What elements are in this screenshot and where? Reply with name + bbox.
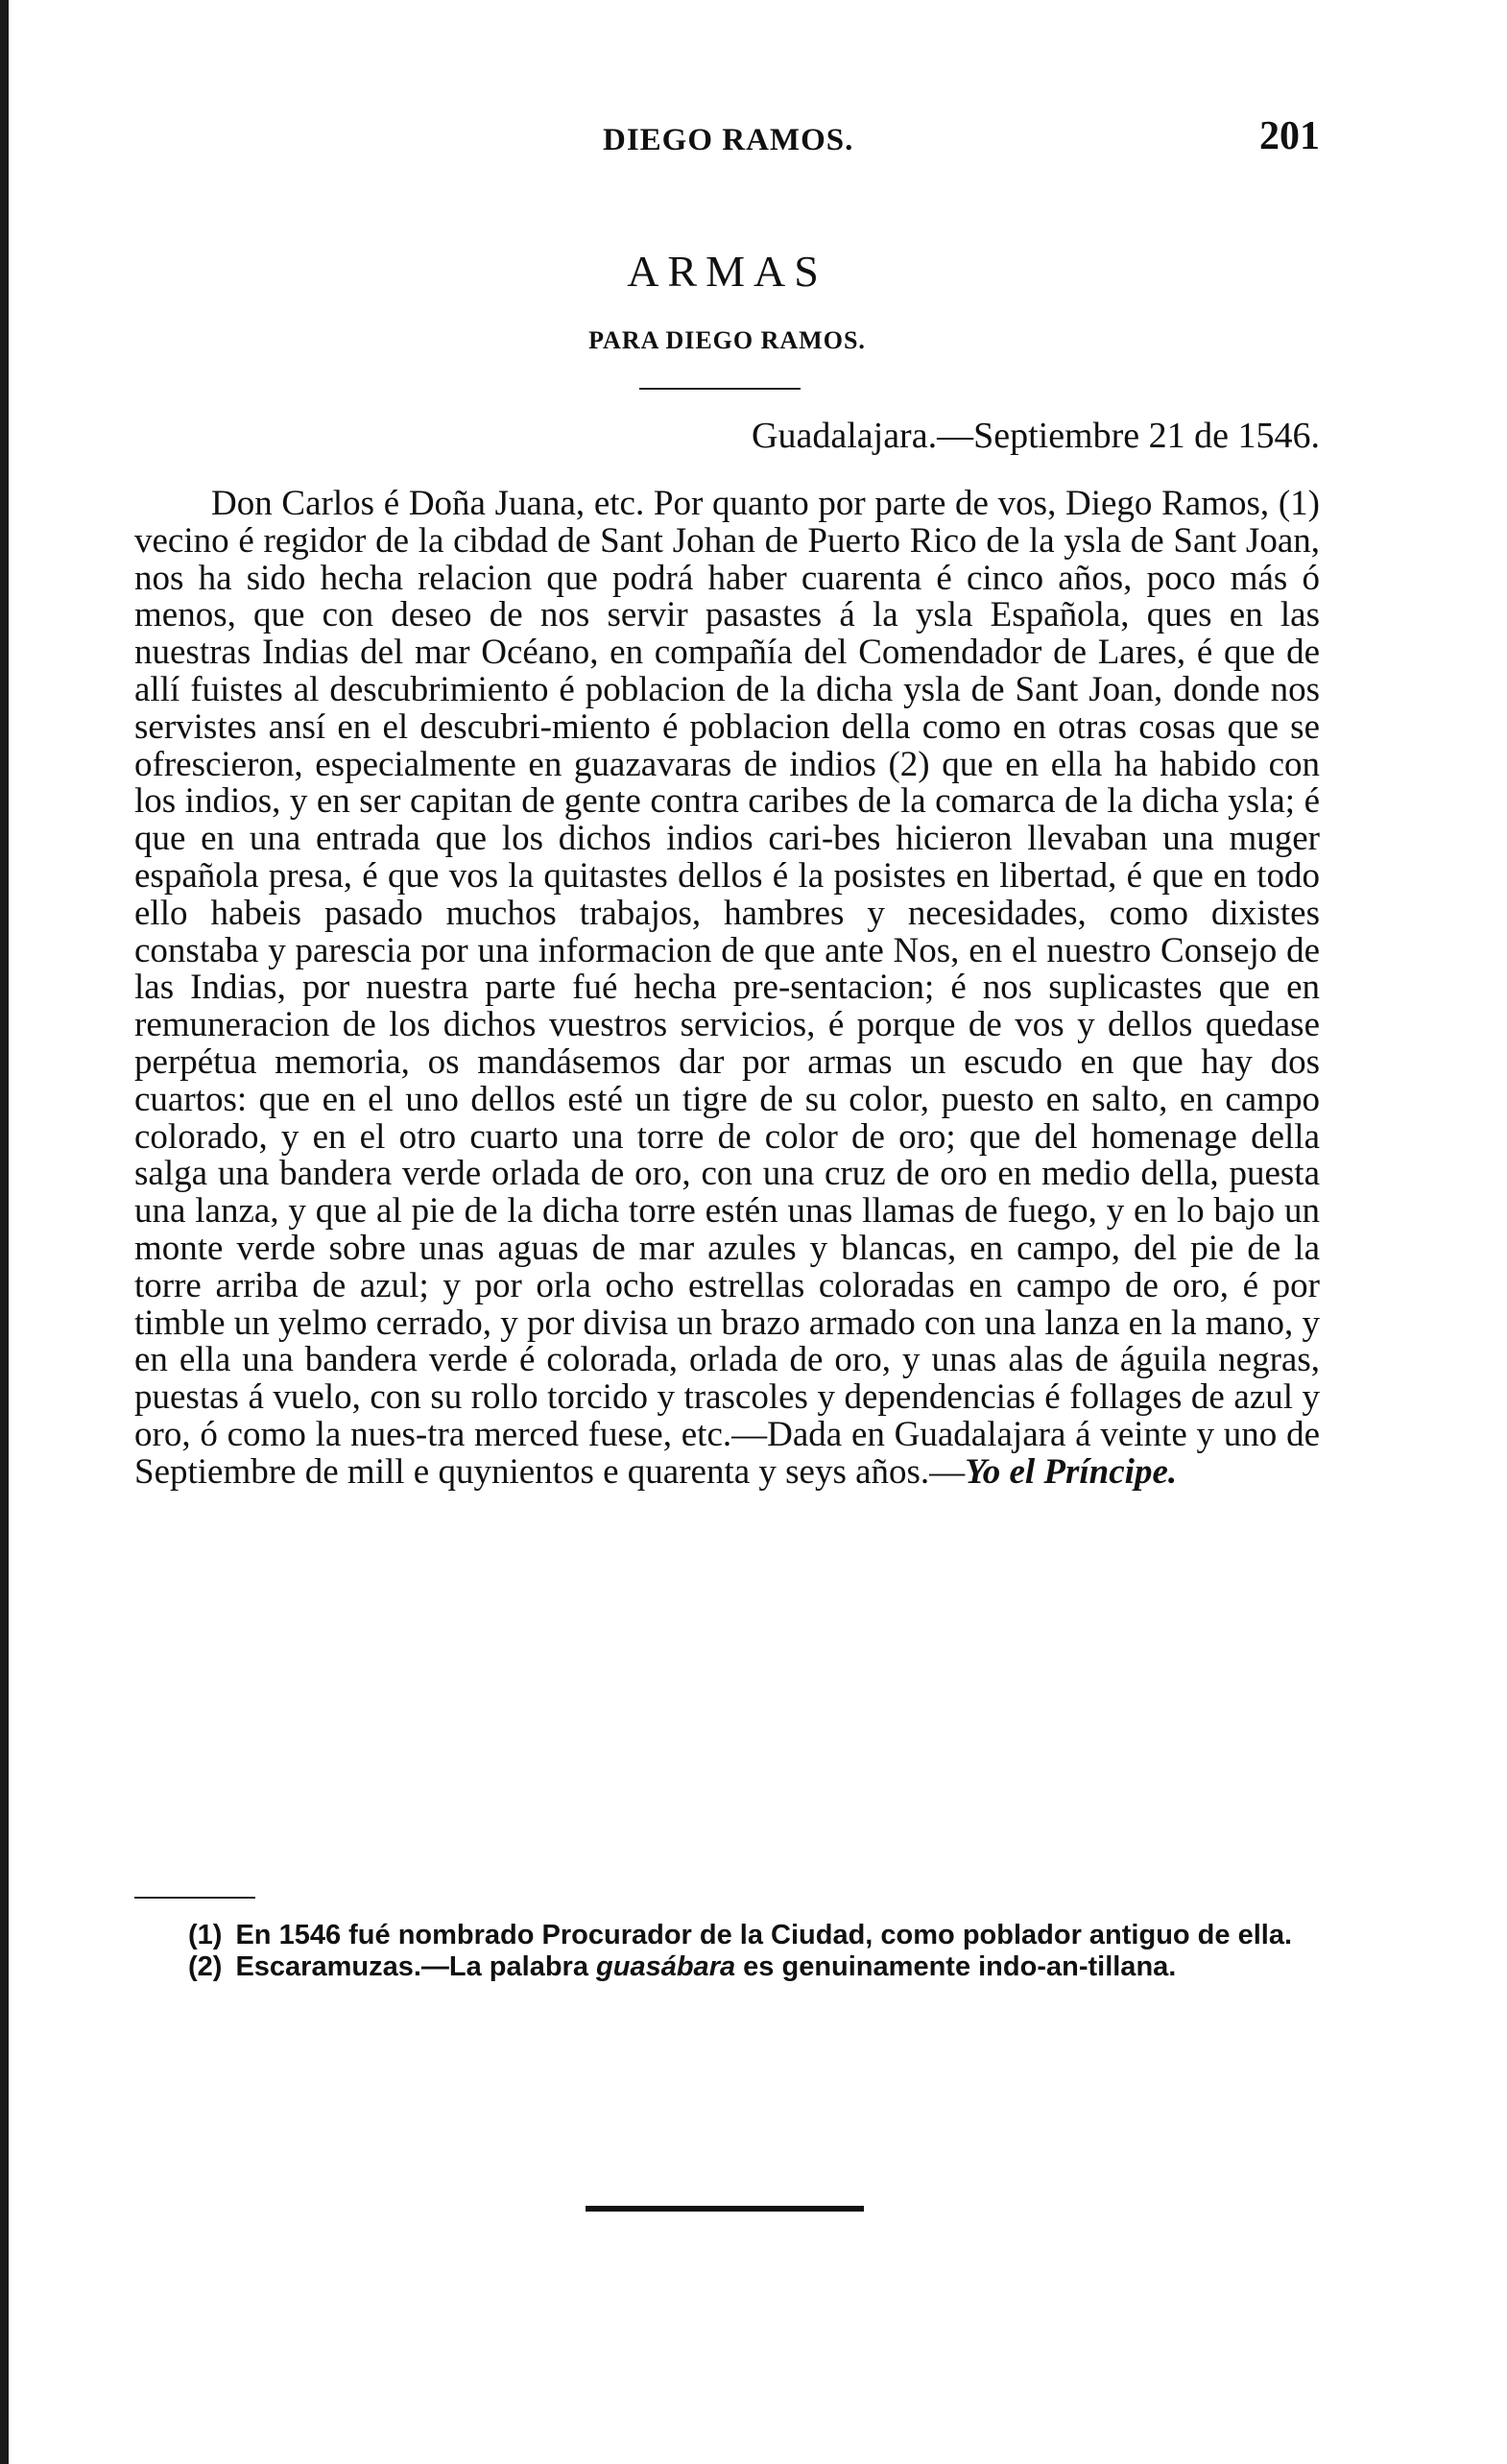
body-paragraph xyxy=(134,486,1320,1492)
running-head xyxy=(134,113,1320,171)
signature: Yo el Príncipe. xyxy=(965,1451,1178,1492)
footnote-text: Escaramuzas.—La palabra xyxy=(235,1951,597,1982)
footnote-1 xyxy=(134,1920,1320,1951)
body-text: Don Carlos é Doña Juana, etc. Por quanto por parte de vos, Diego Ramos, (1) vecino é regidor de la cibdad de Sant Johan de Puerto Rico de la ysla de Sant Joan, nos ha sido hecha relacion que podrá haber cuarenta é cinco años, poco más ó menos, que con deseo de nos servir pasastes á la ysla Española, ques en las nuestras Indias del mar Océano, en compañía del Comendador de Lares, é que de allí fuistes al descubrimiento é poblacion de la dicha ysla de Sant Joan, donde nos servistes ansí en el descubri-miento é poblacion della como en otras cosas que se ofrescieron, especialmente en guazavaras de indios (2) que en ella ha habido con los indios, y en ser capitan de gente contra caribes de la comarca de la dicha ysla; é que en una entrada que los dichos indios cari-bes hicieron llevaban una muger española presa, é que vos la quitastes dellos é la posistes en libertad, é que en todo ello habeis pasado muchos trabajos, hambres y necesidades, como dixistes constaba y parescia por una informacion de que ante Nos, en el nuestro Consejo de las Indias, por nuestra parte fué hecha pre-sentacion; é nos suplicastes que en remuneracion de los dichos vuestros servicios, é porque de vos y dellos quedase perpétua memoria, os mandásemos dar por armas un escudo en que hay dos cuartos: que en el uno dellos esté un tigre de su color, puesto en salto, en campo colorado, y en el otro cuarto una torre de color de oro; que del homenage della salga una bandera verde orlada de oro, con una cruz de oro en medio della, puesta una lanza, y que al pie de la dicha torre estén unas llamas de fuego, y en lo bajo un monte verde sobre unas aguas de mar azules y blancas, en campo, del pie de la torre arriba de azul; y por orla ocho estrellas coloradas en campo de oro, é por timble un yelmo cerrado, y por divisa un brazo armado con una lanza en la mano, y en ella una bandera verde é colorada, orlada de oro, y unas alas de águila negras, puestas á vuelo, con su rollo torcido y trascoles y dependencias é follages de azul y oro, ó como la nues-tra merced fuese, etc.—Dada en Guadalajara á veinte y uno de Septiembre de mill e quynientos e quarenta y seys años.— xyxy=(134,484,1320,1492)
title-divider xyxy=(639,388,801,390)
running-title: DIEGO RAMOS. xyxy=(603,123,854,157)
page-number: 201 xyxy=(1259,114,1320,158)
footnote-text-end: es genuinamente indo-an-tillana. xyxy=(735,1951,1177,1982)
footnote-text: En 1546 fué nombrado Procurador de la Ciudad, como poblador antiguo de ella. xyxy=(235,1920,1293,1950)
footnote-divider xyxy=(134,1897,255,1899)
document-title: ARMAS xyxy=(627,247,827,296)
end-rule xyxy=(586,2206,864,2212)
footnote-marker: (1) xyxy=(188,1920,223,1950)
footnote-term: guasábara xyxy=(596,1951,736,1982)
document-subtitle: PARA DIEGO RAMOS. xyxy=(588,326,866,354)
footnotes xyxy=(134,1920,1320,1983)
page-left-edge xyxy=(0,0,9,2464)
footnote-2 xyxy=(134,1951,1320,1983)
footnote-marker: (2) xyxy=(188,1951,223,1982)
place-date: Guadalajara.—Septiembre 21 de 1546. xyxy=(752,416,1320,456)
